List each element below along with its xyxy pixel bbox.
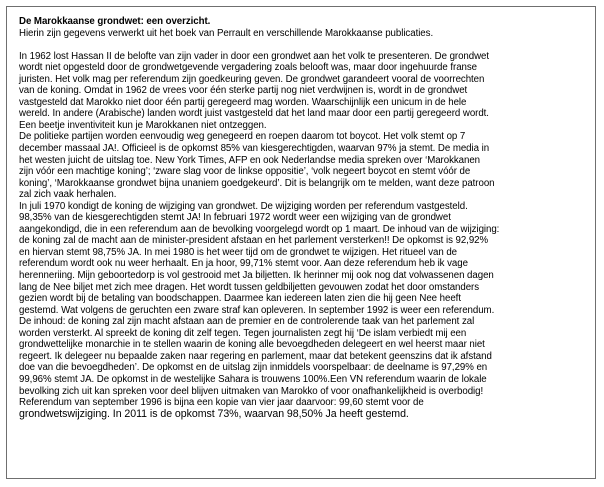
text-line: De politieke partijen worden eenvoudig weg genegeerd en roepen daarom tot boycot. Het volk stemt op 7 — [19, 131, 466, 143]
text-line: referendum wordt ook nu weer herhaalt. En ja hoor, 99,71% stemt voor. Aan deze referendum heb ik vage — [19, 258, 468, 270]
document-text — [19, 51, 597, 409]
text-line: en hiervan stemt 98,75% JA. In mei 1980 is het weer tijd om de grondwet te wijzigen. Het ritueel van de — [19, 246, 458, 258]
text-line: wereld. In andere (Arabische) landen wordt juist vastgesteld dat het land maar door een partij geregeerd wordt. — [19, 108, 489, 120]
text-line: koning’, ‘Marokkaanse grondwet bijna unaniem goedgekeurd’. Dit is belangrijk om te melden, want deze patroon — [19, 177, 495, 189]
text-line: aangekondigd, die in een referendum aan de bevolking voorgelegd wordt op 1 maart. De inhoud van de wijziging: — [19, 223, 500, 235]
text-line: van de koning. Omdat in 1962 de vrees voor één sterke partij nog niet verdwijnen is, wordt in de grondwet — [19, 85, 468, 97]
text-line: vastgesteld dat Marokko niet door één partij geregeerd mag worden. Waarschijnlijk een unicum in de hele — [19, 96, 467, 108]
text-line: zal zich vaak herhalen. — [19, 189, 117, 201]
text-line: worden versterkt. Al spreekt de koning dit zelf tegen. Tegen journalisten zegt hij ‘De islam verbiedt mij een — [19, 327, 467, 339]
text-line: Een beetje inventiviteit kun je Marokkanen niet ontzeggen. — [19, 119, 267, 131]
text-line: zijn vóór een machtige koning’; ‘zware slag voor de linkse oppositie’, ‘volk negeert boycot en stemt vóór de — [19, 166, 471, 178]
text-line: In 1962 lost Hassan II de belofte van zijn vader in door een grondwet aan het volk te presenteren. De grondwet — [19, 50, 490, 62]
text-line-last: grondwetswijziging. In 2011 is de opkomst 73%, waarvan 98,50% Ja heeft gestemd. — [19, 407, 409, 420]
text-line: juristen. Het volk mag per referendum zijn goedkeuring geven. De grondwet garandeert vooral de voorrechten — [19, 73, 485, 85]
document-body — [19, 16, 597, 420]
text-line: herenneriing. Mijn geboortedorp is vol gestrooid met Ja biljetten. Ik herinner mij ook nog dat volwassenen dagen — [19, 270, 494, 282]
text-line: lang de Nee biljet met zich mee dragen. Het wordt tussen geldbiljetten gevouwen zodat het door omstanders — [19, 281, 480, 293]
blank-line — [19, 39, 597, 51]
text-line: wordt niet opgesteld door de grondwetgevende vergadering zoals belooft was, maar door ingehuurde franse — [19, 62, 477, 74]
document-subtitle: Hierin zijn gegevens verwerkt uit het boek van Perrault en verschillende Marokkaanse publicaties. — [19, 27, 434, 39]
text-line: doe van die bevoegdheden’. De opkomst en de uitslag zijn inmiddels voorspelbaar: de deelname is 97,29% en — [19, 362, 488, 374]
text-line: 98,35% van de kiesgerechtigden stemt JA! In februari 1972 wordt weer een wijziging van de grondwet — [19, 212, 451, 224]
text-line: het westen juicht de uitslag toe. New York Times, AFP en ook Nederlandse media spreken over ‘Marokkanen — [19, 154, 481, 166]
text-line: de koning zal de macht aan de minister-president afstaan en het parlement versterken!! De opkomst is 92,92% — [19, 235, 489, 247]
text-line: gestemd. Wat volgens de geruchten een zware straf kan opleveren. In september 1992 is weer een referendum. — [19, 304, 495, 316]
text-line: grondwettelijke monarchie in te stellen waarin de koning alle bevoegdheden delegeert en wel heerst maar niet — [19, 339, 485, 351]
text-line: In juli 1970 kondigt de koning de wijziging van grondwet. De wijziging worden per referendum vastgesteld. — [19, 200, 468, 212]
text-line: december massaal JA!. Officieel is de opkomst 85% van kiesgerechtigden, waarvan 97% ja stemt. De media in — [19, 143, 490, 155]
text-line: De inhoud: de koning zal zijn macht afstaan aan de premier en de controlerende taak van het parlement zal — [19, 316, 475, 328]
text-line: regeert. Ik delegeer nu bepaalde zaken naar regering en parlement, maar dat betekent geenszins dat ik afstand — [19, 350, 492, 362]
document-frame — [6, 6, 596, 479]
document-title: De Marokkaanse grondwet: een overzicht. — [19, 16, 211, 27]
text-line: bevolking zich uit kan spreken voor deel blijven uitmaken van Marokko of voor onafhankelijkheid is overbodig! — [19, 385, 484, 397]
text-line: Referendum van september 1996 is bijna een kopie van vier jaar daarvoor: 99,60 stemt voor de — [19, 397, 424, 409]
text-line: 99,96% stemt JA. De opkomst in de westelijke Sahara is trouwens 100%.Een VN referendum waarin de lokale — [19, 373, 487, 385]
text-line: gezien wordt bij de betaling van boodschappen. Daarmee kan iedereen laten zien die hij geen Nee heeft — [19, 293, 461, 305]
